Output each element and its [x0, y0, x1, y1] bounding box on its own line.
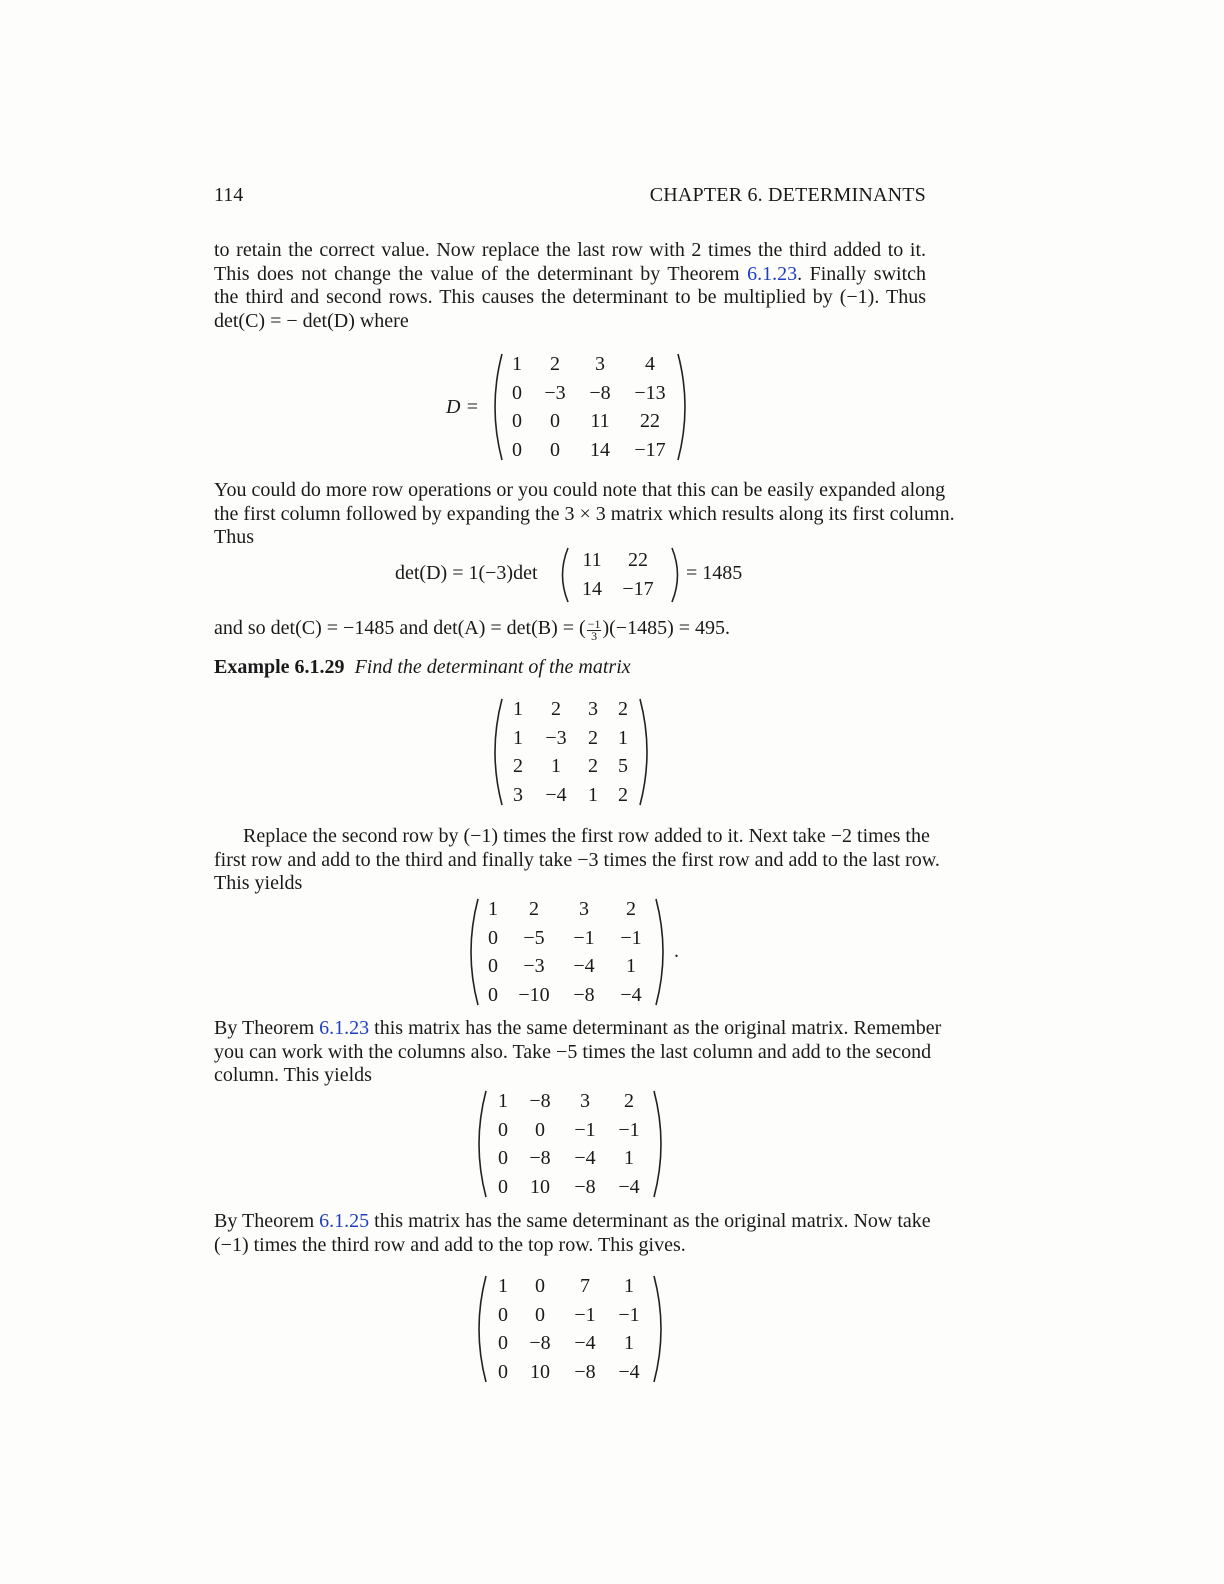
matrix-cell: 3 [513, 783, 523, 806]
matrix-cell: −4 [574, 1332, 596, 1354]
matrix-row [490, 1173, 652, 1202]
matrix-cell: 1 [624, 1332, 634, 1354]
matrix-cell: 3 [580, 1090, 590, 1112]
matrix-original [490, 695, 652, 809]
matrix-cell: 0 [498, 1147, 508, 1169]
matrix-table [574, 546, 666, 603]
matrix-step-1 [466, 895, 672, 1009]
matrix-cell: −17 [634, 438, 666, 461]
matrix-row [490, 1301, 652, 1330]
paragraph-line: By Theorem 6.1.25 this matrix has the same determinant as the original matrix. Now take [214, 1210, 931, 1232]
matrix-cell: 0 [512, 410, 522, 432]
matrix-cell: 0 [550, 410, 560, 432]
paragraph-2 [214, 479, 955, 550]
det-a-equation: and so det(C) = −1485 and det(A) = det(B) = ( $\frac{-1}{3}$ )(−1485) = 495. [214, 617, 731, 643]
matrix-row [478, 981, 654, 1010]
matrix-cell: −1 [620, 926, 642, 949]
paragraph-line: to retain the correct value. Now replace the last row with 2 times the third added to it. [214, 239, 926, 261]
matrix-table [502, 350, 678, 464]
matrix-cell: 1 [618, 726, 628, 749]
matrix-row [504, 781, 640, 810]
example-text: Find the determinant of the matrix [354, 656, 631, 678]
matrix-cell: 0 [498, 1175, 508, 1198]
paragraph-line: det(C) = − det(D) where [214, 309, 409, 332]
matrix-row [478, 952, 654, 981]
example-heading [214, 656, 631, 679]
matrix-cell: −8 [589, 381, 611, 404]
matrix-cell: 3 [595, 353, 605, 375]
paragraph-line: column. This yields [214, 1064, 372, 1087]
matrix-cell: 0 [512, 381, 522, 404]
matrix-cell: 1 [624, 1275, 634, 1297]
matrix-cell: 0 [550, 438, 560, 461]
matrix-d-label: D = [446, 396, 479, 418]
matrix-row [490, 1087, 652, 1116]
matrix-cell: 1 [624, 1147, 634, 1169]
matrix-cell: 1 [498, 1275, 508, 1297]
matrix-row [504, 695, 640, 724]
matrix-cell: 1 [513, 698, 523, 720]
trailing-period: . [674, 940, 679, 962]
matrix-row [574, 546, 666, 575]
paragraph-3 [214, 825, 940, 896]
theorem-link[interactable]: 6.1.25 [319, 1210, 370, 1232]
matrix-cell: 11 [590, 410, 610, 432]
paragraph-line: This yields [214, 872, 303, 895]
matrix-cell: 0 [488, 955, 498, 977]
matrix-cell: −8 [529, 1147, 551, 1169]
paragraph-line: the third and second rows. This causes the determinant to be multiplied by (−1). Thus [214, 286, 926, 309]
matrix-cell: −4 [620, 983, 642, 1006]
matrix-cell: −8 [574, 1175, 596, 1198]
page-header [214, 184, 926, 208]
matrix-cell: −8 [574, 1360, 596, 1383]
matrix-row [502, 350, 678, 379]
paragraph-5 [214, 1210, 931, 1257]
matrix-cell: 22 [628, 549, 648, 571]
matrix-cell: −10 [518, 983, 550, 1006]
matrix-cell: 1 [513, 726, 523, 749]
matrix-cell: 2 [588, 755, 598, 777]
matrix-row [490, 1272, 652, 1301]
matrix-cell: 22 [640, 410, 660, 432]
matrix-cell: 1 [551, 755, 561, 777]
matrix-cell: −4 [573, 955, 595, 977]
paragraph-line: (−1) times the third row and add to the top row. This gives. [214, 1233, 686, 1256]
matrix-cell: 0 [498, 1118, 508, 1141]
paragraph-4 [214, 1017, 942, 1088]
matrix-cell: 2 [529, 898, 539, 920]
matrix-cell: 2 [550, 353, 560, 375]
matrix-cell: −1 [574, 1118, 596, 1141]
matrix-cell: −4 [574, 1147, 596, 1169]
paragraph-line: Thus [214, 526, 254, 549]
matrix-row [490, 1144, 652, 1173]
matrix-cell: 0 [535, 1118, 545, 1141]
matrix-cell: 0 [488, 983, 498, 1006]
matrix-cell: 4 [645, 353, 655, 375]
matrix-cell: 2 [624, 1090, 634, 1112]
paragraph-line: You could do more row operations or you could note that this can be easily expanded along [214, 479, 946, 501]
matrix-cell: 2 [618, 783, 628, 806]
matrix-row [502, 436, 678, 465]
matrix-row [502, 379, 678, 408]
theorem-link[interactable]: 6.1.23 [319, 1017, 370, 1039]
matrix-step-2 [474, 1087, 666, 1201]
matrix-cell: −1 [618, 1303, 640, 1326]
matrix-cell: −4 [545, 783, 567, 806]
matrix-cell: 2 [626, 898, 636, 920]
matrix-cell: 1 [588, 783, 598, 806]
matrix-cell: 11 [582, 549, 602, 571]
matrix-table [490, 1272, 652, 1386]
matrix-cell: 0 [498, 1303, 508, 1326]
matrix-cell: 1 [498, 1090, 508, 1112]
page-number: 114 [214, 184, 244, 206]
matrix-cell: 14 [590, 438, 610, 461]
matrix-cell: −3 [523, 955, 545, 977]
matrix-2x2 [558, 545, 682, 605]
paragraph-line: you can work with the columns also. Take −5 times the last column and add to the second [214, 1040, 932, 1063]
det-d-lhs: det(D) = 1(−3)det [395, 562, 538, 584]
matrix-cell: 1 [626, 955, 636, 977]
fraction: $\frac{-1}{3}$ [587, 617, 601, 643]
paragraph-line: first row and add to the third and finally take −3 times the first row and add to the last row. [214, 848, 940, 871]
matrix-cell: 2 [618, 698, 628, 720]
matrix-cell: −1 [618, 1118, 640, 1141]
matrix-cell: −4 [618, 1360, 640, 1383]
matrix-cell: −1 [573, 926, 595, 949]
matrix-row [504, 724, 640, 753]
paragraph-1 [214, 239, 926, 333]
matrix-cell: 10 [530, 1175, 550, 1198]
matrix-step-3 [474, 1272, 666, 1386]
matrix-row [574, 575, 666, 604]
matrix-cell: 10 [530, 1360, 550, 1383]
matrix-row [490, 1329, 652, 1358]
matrix-cell: 0 [512, 438, 522, 461]
matrix-table [478, 895, 654, 1009]
matrix-row [502, 407, 678, 436]
matrix-cell: 0 [498, 1360, 508, 1383]
matrix-cell: −8 [529, 1332, 551, 1354]
matrix-row [504, 752, 640, 781]
matrix-table [504, 695, 640, 809]
matrix-cell: −8 [529, 1090, 551, 1112]
matrix-cell: 3 [588, 698, 598, 720]
matrix-cell: −8 [573, 983, 595, 1006]
paragraph-line: By Theorem 6.1.23 this matrix has the same determinant as the original matrix. Remember [214, 1017, 942, 1039]
matrix-cell: 2 [551, 698, 561, 720]
theorem-link[interactable]: 6.1.23 [747, 262, 798, 285]
chapter-title: CHAPTER 6. DETERMINANTS [649, 184, 926, 206]
det-d-rhs: = 1485 [686, 562, 743, 584]
paragraph-line: This does not change the value of the determinant by Theorem 6.1.23. Finally switch [214, 262, 926, 285]
matrix-cell: −17 [622, 577, 654, 600]
matrix-cell: 0 [488, 926, 498, 949]
matrix-cell: −5 [523, 926, 545, 949]
matrix-cell: 2 [513, 755, 523, 777]
matrix-cell: 7 [580, 1275, 590, 1297]
matrix-cell: 1 [512, 353, 522, 375]
matrix-cell: 2 [588, 726, 598, 749]
matrix-d [490, 350, 690, 464]
matrix-cell: −3 [545, 726, 567, 749]
matrix-row [478, 895, 654, 924]
paragraph-line: Replace the second row by (−1) times the first row added to it. Next take −2 times the [243, 825, 930, 847]
matrix-cell: 14 [582, 577, 602, 600]
matrix-table [490, 1087, 652, 1201]
paragraph-line: the first column followed by expanding the 3 × 3 matrix which results along its first column. [214, 502, 955, 525]
example-label: Example 6.1.29 [214, 656, 345, 678]
matrix-row [490, 1116, 652, 1145]
matrix-cell: 3 [579, 898, 589, 920]
matrix-row [478, 924, 654, 953]
matrix-cell: −1 [574, 1303, 596, 1326]
matrix-cell: 1 [488, 898, 498, 920]
matrix-row [490, 1358, 652, 1387]
matrix-cell: 5 [618, 755, 628, 777]
matrix-cell: 0 [535, 1275, 545, 1297]
matrix-cell: 0 [498, 1332, 508, 1354]
matrix-cell: −4 [618, 1175, 640, 1198]
matrix-cell: −3 [544, 381, 566, 404]
matrix-cell: −13 [634, 381, 666, 404]
matrix-cell: 0 [535, 1303, 545, 1326]
